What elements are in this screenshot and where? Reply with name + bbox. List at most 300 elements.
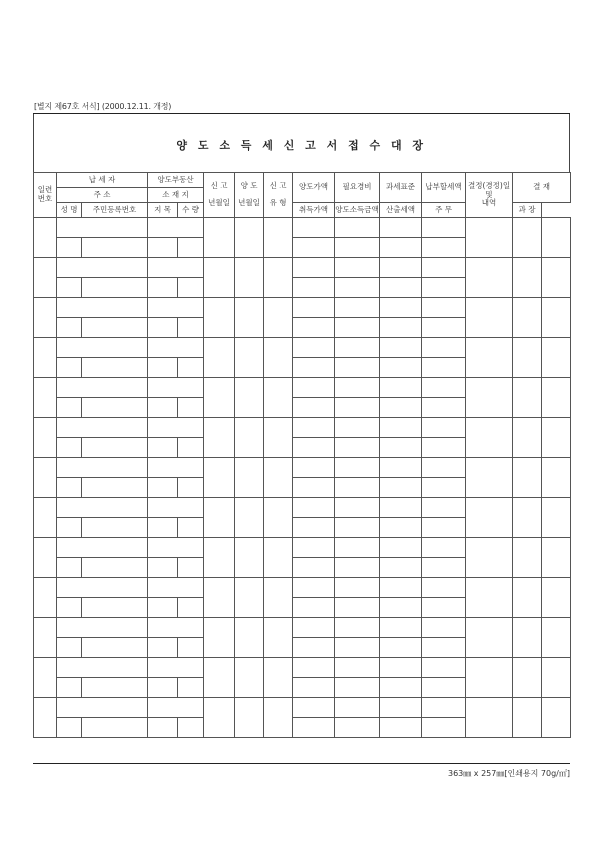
location-cell[interactable] bbox=[148, 698, 204, 718]
chief-sign-cell[interactable] bbox=[542, 538, 571, 578]
serial-cell[interactable] bbox=[34, 218, 57, 258]
lot-cell[interactable] bbox=[148, 678, 178, 698]
location-cell[interactable] bbox=[148, 338, 204, 358]
expenses-cell[interactable] bbox=[335, 258, 380, 278]
address-cell[interactable] bbox=[57, 458, 148, 478]
report-type-cell[interactable] bbox=[264, 338, 293, 378]
address-cell[interactable] bbox=[57, 298, 148, 318]
chief-sign-cell[interactable] bbox=[542, 578, 571, 618]
table-row bbox=[34, 338, 571, 358]
tax-base-cell[interactable] bbox=[380, 618, 422, 638]
resident-no-cell[interactable] bbox=[82, 638, 148, 658]
quantity-cell[interactable] bbox=[178, 358, 204, 378]
computed-tax-cell[interactable] bbox=[380, 518, 422, 538]
chief-sign-cell[interactable] bbox=[542, 498, 571, 538]
address-cell[interactable] bbox=[57, 258, 148, 278]
table-row bbox=[34, 258, 571, 278]
resident-no-cell[interactable] bbox=[82, 678, 148, 698]
transfer-price-cell[interactable] bbox=[293, 458, 335, 478]
report-date-cell[interactable] bbox=[204, 498, 235, 538]
location-cell[interactable] bbox=[148, 658, 204, 678]
decision-cell[interactable] bbox=[466, 298, 513, 338]
resident-no-cell[interactable] bbox=[82, 398, 148, 418]
serial-cell[interactable] bbox=[34, 418, 57, 458]
capital-gain-cell[interactable] bbox=[335, 278, 380, 298]
name-cell[interactable] bbox=[57, 558, 82, 578]
acquisition-price-cell[interactable] bbox=[293, 358, 335, 378]
table-row bbox=[34, 618, 571, 638]
report-type-cell[interactable] bbox=[264, 258, 293, 298]
resident-no-cell[interactable] bbox=[82, 518, 148, 538]
decision-cell[interactable] bbox=[466, 338, 513, 378]
computed-tax-cell[interactable] bbox=[380, 278, 422, 298]
officer-sign-cell[interactable] bbox=[513, 298, 542, 338]
table-row bbox=[34, 698, 571, 718]
location-cell[interactable] bbox=[148, 258, 204, 278]
tax-paid-cell[interactable] bbox=[422, 538, 466, 558]
transfer-price-cell[interactable] bbox=[293, 218, 335, 238]
name-cell[interactable] bbox=[57, 678, 82, 698]
tax-paid-cell[interactable] bbox=[422, 418, 466, 438]
acquisition-price-cell[interactable] bbox=[293, 718, 335, 738]
report-date-cell[interactable] bbox=[204, 538, 235, 578]
chief-sign-cell[interactable] bbox=[542, 698, 571, 738]
tax-paid-cell[interactable] bbox=[422, 458, 466, 478]
acquisition-price-cell[interactable] bbox=[293, 278, 335, 298]
capital-gain-cell[interactable] bbox=[335, 718, 380, 738]
name-cell[interactable] bbox=[57, 518, 82, 538]
address-cell[interactable] bbox=[57, 658, 148, 678]
address-cell[interactable] bbox=[57, 218, 148, 238]
expenses-cell[interactable] bbox=[335, 658, 380, 678]
officer-sign-cell[interactable] bbox=[513, 498, 542, 538]
name-cell[interactable] bbox=[57, 238, 82, 258]
report-date-cell[interactable] bbox=[204, 658, 235, 698]
location-cell[interactable] bbox=[148, 218, 204, 238]
tax-paid-sub-cell[interactable] bbox=[422, 718, 466, 738]
lot-cell[interactable] bbox=[148, 398, 178, 418]
transfer-price-cell[interactable] bbox=[293, 658, 335, 678]
chief-sign-cell[interactable] bbox=[542, 298, 571, 338]
address-cell[interactable] bbox=[57, 538, 148, 558]
officer-sign-cell[interactable] bbox=[513, 658, 542, 698]
transfer-price-cell[interactable] bbox=[293, 498, 335, 518]
name-cell[interactable] bbox=[57, 598, 82, 618]
chief-sign-cell[interactable] bbox=[542, 258, 571, 298]
tax-paid-cell[interactable] bbox=[422, 298, 466, 318]
tax-base-cell[interactable] bbox=[380, 258, 422, 278]
transfer-price-cell[interactable] bbox=[293, 418, 335, 438]
location-cell[interactable] bbox=[148, 498, 204, 518]
tax-paid-sub-cell[interactable] bbox=[422, 638, 466, 658]
computed-tax-cell[interactable] bbox=[380, 438, 422, 458]
tax-paid-cell[interactable] bbox=[422, 378, 466, 398]
lot-cell[interactable] bbox=[148, 478, 178, 498]
officer-sign-cell[interactable] bbox=[513, 418, 542, 458]
location-cell[interactable] bbox=[148, 538, 204, 558]
tax-paid-sub-cell[interactable] bbox=[422, 518, 466, 538]
page-title: 양 도 소 득 세 신 고 서 접 수 대 장 bbox=[176, 139, 427, 152]
capital-gain-cell[interactable] bbox=[335, 238, 380, 258]
tax-paid-sub-cell[interactable] bbox=[422, 278, 466, 298]
resident-no-cell[interactable] bbox=[82, 438, 148, 458]
transfer-price-cell[interactable] bbox=[293, 618, 335, 638]
lot-cell[interactable] bbox=[148, 558, 178, 578]
transfer-date-cell[interactable] bbox=[235, 418, 264, 458]
decision-cell[interactable] bbox=[466, 458, 513, 498]
officer-sign-cell[interactable] bbox=[513, 698, 542, 738]
acquisition-price-cell[interactable] bbox=[293, 398, 335, 418]
decision-cell[interactable] bbox=[466, 538, 513, 578]
capital-gain-cell[interactable] bbox=[335, 438, 380, 458]
quantity-cell[interactable] bbox=[178, 518, 204, 538]
name-cell[interactable] bbox=[57, 638, 82, 658]
lot-cell[interactable] bbox=[148, 318, 178, 338]
officer-sign-cell[interactable] bbox=[513, 618, 542, 658]
lot-cell[interactable] bbox=[148, 278, 178, 298]
quantity-cell[interactable] bbox=[178, 438, 204, 458]
report-type-cell[interactable] bbox=[264, 698, 293, 738]
transfer-price-cell[interactable] bbox=[293, 538, 335, 558]
chief-sign-cell[interactable] bbox=[542, 378, 571, 418]
computed-tax-cell[interactable] bbox=[380, 558, 422, 578]
officer-sign-cell[interactable] bbox=[513, 458, 542, 498]
tax-paid-cell[interactable] bbox=[422, 578, 466, 598]
serial-cell[interactable] bbox=[34, 698, 57, 738]
tax-base-cell[interactable] bbox=[380, 498, 422, 518]
table-row bbox=[34, 458, 571, 478]
transfer-date-cell[interactable] bbox=[235, 498, 264, 538]
expenses-cell[interactable] bbox=[335, 378, 380, 398]
decision-cell[interactable] bbox=[466, 578, 513, 618]
address-cell[interactable] bbox=[57, 578, 148, 598]
name-cell[interactable] bbox=[57, 438, 82, 458]
decision-cell[interactable] bbox=[466, 258, 513, 298]
tax-base-cell[interactable] bbox=[380, 658, 422, 678]
quantity-cell[interactable] bbox=[178, 278, 204, 298]
tax-paid-sub-cell[interactable] bbox=[422, 678, 466, 698]
approval-header: 결 재 bbox=[513, 173, 571, 203]
tax-paid-cell[interactable] bbox=[422, 658, 466, 678]
tax-base-cell[interactable] bbox=[380, 298, 422, 318]
tax-base-cell[interactable] bbox=[380, 218, 422, 238]
tax-paid-sub-cell[interactable] bbox=[422, 478, 466, 498]
lot-cell[interactable] bbox=[148, 238, 178, 258]
report-date-cell[interactable] bbox=[204, 378, 235, 418]
capital-gain-cell[interactable] bbox=[335, 558, 380, 578]
officer-sign-cell[interactable] bbox=[513, 218, 542, 258]
tax-paid-cell[interactable] bbox=[422, 498, 466, 518]
tax-paid-sub-cell[interactable] bbox=[422, 398, 466, 418]
serial-cell[interactable] bbox=[34, 538, 57, 578]
chief-sign-cell[interactable] bbox=[542, 618, 571, 658]
serial-cell[interactable] bbox=[34, 298, 57, 338]
quantity-cell[interactable] bbox=[178, 598, 204, 618]
serial-cell[interactable] bbox=[34, 458, 57, 498]
lot-header: 지 목 bbox=[148, 203, 178, 218]
tax-base-cell[interactable] bbox=[380, 698, 422, 718]
serial-cell[interactable] bbox=[34, 258, 57, 298]
computed-tax-cell[interactable] bbox=[380, 678, 422, 698]
address-cell[interactable] bbox=[57, 618, 148, 638]
quantity-cell[interactable] bbox=[178, 558, 204, 578]
lot-cell[interactable] bbox=[148, 718, 178, 738]
location-cell[interactable] bbox=[148, 378, 204, 398]
quantity-cell[interactable] bbox=[178, 398, 204, 418]
expenses-cell[interactable] bbox=[335, 618, 380, 638]
acquisition-price-cell[interactable] bbox=[293, 638, 335, 658]
expenses-cell[interactable] bbox=[335, 458, 380, 478]
address-cell[interactable] bbox=[57, 498, 148, 518]
tax-paid-sub-cell[interactable] bbox=[422, 358, 466, 378]
decision-cell[interactable] bbox=[466, 418, 513, 458]
capital-gain-cell[interactable] bbox=[335, 478, 380, 498]
transfer-date-cell[interactable] bbox=[235, 578, 264, 618]
computed-tax-cell[interactable] bbox=[380, 478, 422, 498]
ledger-body bbox=[34, 218, 571, 738]
name-cell[interactable] bbox=[57, 478, 82, 498]
chief-sign-cell[interactable] bbox=[542, 458, 571, 498]
quantity-cell[interactable] bbox=[178, 718, 204, 738]
quantity-cell[interactable] bbox=[178, 238, 204, 258]
serial-header: 일련 번호 bbox=[34, 173, 57, 218]
officer-sign-cell[interactable] bbox=[513, 538, 542, 578]
acquisition-price-cell[interactable] bbox=[293, 238, 335, 258]
transfer-price-cell[interactable] bbox=[293, 378, 335, 398]
transfer-date-cell[interactable] bbox=[235, 538, 264, 578]
report-type-cell[interactable] bbox=[264, 658, 293, 698]
decision-cell[interactable] bbox=[466, 658, 513, 698]
tax-paid-sub-cell[interactable] bbox=[422, 558, 466, 578]
acquisition-price-cell[interactable] bbox=[293, 478, 335, 498]
acquisition-price-cell[interactable] bbox=[293, 438, 335, 458]
report-date-cell[interactable] bbox=[204, 298, 235, 338]
transfer-date-cell[interactable] bbox=[235, 378, 264, 418]
officer-sign-cell[interactable] bbox=[513, 258, 542, 298]
transfer-price-cell[interactable] bbox=[293, 258, 335, 278]
resident-no-cell[interactable] bbox=[82, 358, 148, 378]
decision-header: 결정(경정)일 및 내역 bbox=[466, 173, 513, 218]
chief-sign-cell[interactable] bbox=[542, 418, 571, 458]
property-header: 양도부동산 bbox=[148, 173, 204, 188]
transfer-date-header: 양 도 년월일 bbox=[235, 173, 264, 218]
location-cell[interactable] bbox=[148, 458, 204, 478]
capital-gain-cell[interactable] bbox=[335, 518, 380, 538]
transfer-date-cell[interactable] bbox=[235, 218, 264, 258]
transfer-price-cell[interactable] bbox=[293, 298, 335, 318]
capital-gain-cell[interactable] bbox=[335, 598, 380, 618]
report-type-cell[interactable] bbox=[264, 578, 293, 618]
expenses-cell[interactable] bbox=[335, 578, 380, 598]
ledger-table bbox=[33, 172, 571, 738]
computed-tax-cell[interactable] bbox=[380, 358, 422, 378]
tax-base-cell[interactable] bbox=[380, 458, 422, 478]
computed-tax-cell[interactable] bbox=[380, 318, 422, 338]
transfer-date-cell[interactable] bbox=[235, 698, 264, 738]
computed-tax-cell[interactable] bbox=[380, 238, 422, 258]
tax-paid-cell[interactable] bbox=[422, 698, 466, 718]
report-date-cell[interactable] bbox=[204, 418, 235, 458]
capital-gain-cell[interactable] bbox=[335, 638, 380, 658]
tax-base-header: 과세표준 bbox=[380, 173, 422, 203]
taxpayer-header: 납 세 자 bbox=[57, 173, 148, 188]
capital-gain-cell[interactable] bbox=[335, 678, 380, 698]
table-row bbox=[34, 498, 571, 518]
tax-paid-cell[interactable] bbox=[422, 338, 466, 358]
report-date-cell[interactable] bbox=[204, 338, 235, 378]
report-type-cell[interactable] bbox=[264, 298, 293, 338]
tax-base-cell[interactable] bbox=[380, 418, 422, 438]
lot-cell[interactable] bbox=[148, 438, 178, 458]
report-type-cell[interactable] bbox=[264, 618, 293, 658]
expenses-cell[interactable] bbox=[335, 298, 380, 318]
report-date-cell[interactable] bbox=[204, 458, 235, 498]
serial-cell[interactable] bbox=[34, 498, 57, 538]
transfer-date-cell[interactable] bbox=[235, 618, 264, 658]
address-cell[interactable] bbox=[57, 338, 148, 358]
decision-cell[interactable] bbox=[466, 618, 513, 658]
tax-paid-cell[interactable] bbox=[422, 218, 466, 238]
transfer-date-cell[interactable] bbox=[235, 298, 264, 338]
decision-cell[interactable] bbox=[466, 378, 513, 418]
decision-cell[interactable] bbox=[466, 218, 513, 258]
chief-sign-cell[interactable] bbox=[542, 658, 571, 698]
acquisition-price-cell[interactable] bbox=[293, 678, 335, 698]
expenses-cell[interactable] bbox=[335, 218, 380, 238]
transfer-price-cell[interactable] bbox=[293, 698, 335, 718]
address-cell[interactable] bbox=[57, 418, 148, 438]
name-cell[interactable] bbox=[57, 398, 82, 418]
computed-tax-cell[interactable] bbox=[380, 598, 422, 618]
officer-sign-cell[interactable] bbox=[513, 578, 542, 618]
report-type-cell[interactable] bbox=[264, 498, 293, 538]
quantity-cell[interactable] bbox=[178, 678, 204, 698]
expenses-cell[interactable] bbox=[335, 418, 380, 438]
name-cell[interactable] bbox=[57, 718, 82, 738]
report-date-cell[interactable] bbox=[204, 218, 235, 258]
acquisition-price-cell[interactable] bbox=[293, 558, 335, 578]
resident-no-header: 주민등록번호 bbox=[82, 203, 148, 218]
location-cell[interactable] bbox=[148, 618, 204, 638]
expenses-cell[interactable] bbox=[335, 498, 380, 518]
officer-sign-cell[interactable] bbox=[513, 378, 542, 418]
acquisition-price-cell[interactable] bbox=[293, 318, 335, 338]
table-row bbox=[34, 298, 571, 318]
tax-paid-sub-cell[interactable] bbox=[422, 598, 466, 618]
tax-base-cell[interactable] bbox=[380, 378, 422, 398]
tax-paid-header: 납부할세액 bbox=[422, 173, 466, 203]
tax-base-cell[interactable] bbox=[380, 538, 422, 558]
lot-cell[interactable] bbox=[148, 598, 178, 618]
address-cell[interactable] bbox=[57, 698, 148, 718]
serial-cell[interactable] bbox=[34, 378, 57, 418]
computed-tax-cell[interactable] bbox=[380, 398, 422, 418]
transfer-date-cell[interactable] bbox=[235, 458, 264, 498]
chief-sign-cell[interactable] bbox=[542, 338, 571, 378]
acquisition-price-cell[interactable] bbox=[293, 598, 335, 618]
resident-no-cell[interactable] bbox=[82, 318, 148, 338]
decision-cell[interactable] bbox=[466, 698, 513, 738]
acquisition-price-cell[interactable] bbox=[293, 518, 335, 538]
serial-cell[interactable] bbox=[34, 658, 57, 698]
report-date-cell[interactable] bbox=[204, 578, 235, 618]
quantity-cell[interactable] bbox=[178, 478, 204, 498]
transfer-price-cell[interactable] bbox=[293, 578, 335, 598]
tax-base-cell[interactable] bbox=[380, 578, 422, 598]
tax-paid-cell[interactable] bbox=[422, 258, 466, 278]
location-cell[interactable] bbox=[148, 578, 204, 598]
resident-no-cell[interactable] bbox=[82, 478, 148, 498]
expenses-header: 필요경비 bbox=[335, 173, 380, 203]
name-cell[interactable] bbox=[57, 318, 82, 338]
paper-spec: 363㎜ x 257㎜[인쇄용지 70g/㎡] bbox=[447, 769, 570, 778]
report-date-cell[interactable] bbox=[204, 258, 235, 298]
report-type-cell[interactable] bbox=[264, 458, 293, 498]
tax-paid-sub-cell[interactable] bbox=[422, 318, 466, 338]
resident-no-cell[interactable] bbox=[82, 718, 148, 738]
name-cell[interactable] bbox=[57, 358, 82, 378]
serial-cell[interactable] bbox=[34, 338, 57, 378]
resident-no-cell[interactable] bbox=[82, 558, 148, 578]
expenses-cell[interactable] bbox=[335, 538, 380, 558]
tax-base-cell[interactable] bbox=[380, 338, 422, 358]
report-date-cell[interactable] bbox=[204, 618, 235, 658]
lot-cell[interactable] bbox=[148, 638, 178, 658]
resident-no-cell[interactable] bbox=[82, 598, 148, 618]
lot-cell[interactable] bbox=[148, 518, 178, 538]
capital-gain-cell[interactable] bbox=[335, 318, 380, 338]
resident-no-cell[interactable] bbox=[82, 238, 148, 258]
decision-cell[interactable] bbox=[466, 498, 513, 538]
report-type-cell[interactable] bbox=[264, 378, 293, 418]
address-cell[interactable] bbox=[57, 378, 148, 398]
transfer-price-cell[interactable] bbox=[293, 338, 335, 358]
chief-sign-cell[interactable] bbox=[542, 218, 571, 258]
capital-gain-cell[interactable] bbox=[335, 358, 380, 378]
report-type-cell[interactable] bbox=[264, 218, 293, 258]
transfer-date-cell[interactable] bbox=[235, 658, 264, 698]
quantity-cell[interactable] bbox=[178, 638, 204, 658]
expenses-cell[interactable] bbox=[335, 338, 380, 358]
transfer-date-cell[interactable] bbox=[235, 338, 264, 378]
computed-tax-cell[interactable] bbox=[380, 718, 422, 738]
acquisition-price-header: 취득가액 bbox=[293, 203, 335, 218]
expenses-cell[interactable] bbox=[335, 698, 380, 718]
report-type-cell[interactable] bbox=[264, 418, 293, 458]
quantity-cell[interactable] bbox=[178, 318, 204, 338]
table-row bbox=[34, 218, 571, 238]
name-header: 성 명 bbox=[57, 203, 82, 218]
tax-paid-sub-cell[interactable] bbox=[422, 438, 466, 458]
report-type-cell[interactable] bbox=[264, 538, 293, 578]
serial-cell[interactable] bbox=[34, 578, 57, 618]
computed-tax-cell[interactable] bbox=[380, 638, 422, 658]
location-cell[interactable] bbox=[148, 418, 204, 438]
location-cell[interactable] bbox=[148, 298, 204, 318]
officer-sign-cell[interactable] bbox=[513, 338, 542, 378]
form-number-note: [별지 제67호 서식] (2000.12.11. 개정) bbox=[34, 102, 172, 111]
resident-no-cell[interactable] bbox=[82, 278, 148, 298]
transfer-date-cell[interactable] bbox=[235, 258, 264, 298]
quantity-header: 수 량 bbox=[178, 203, 204, 218]
tax-paid-cell[interactable] bbox=[422, 618, 466, 638]
name-cell[interactable] bbox=[57, 278, 82, 298]
tax-paid-sub-cell[interactable] bbox=[422, 238, 466, 258]
serial-cell[interactable] bbox=[34, 618, 57, 658]
capital-gain-cell[interactable] bbox=[335, 398, 380, 418]
report-date-cell[interactable] bbox=[204, 698, 235, 738]
lot-cell[interactable] bbox=[148, 358, 178, 378]
